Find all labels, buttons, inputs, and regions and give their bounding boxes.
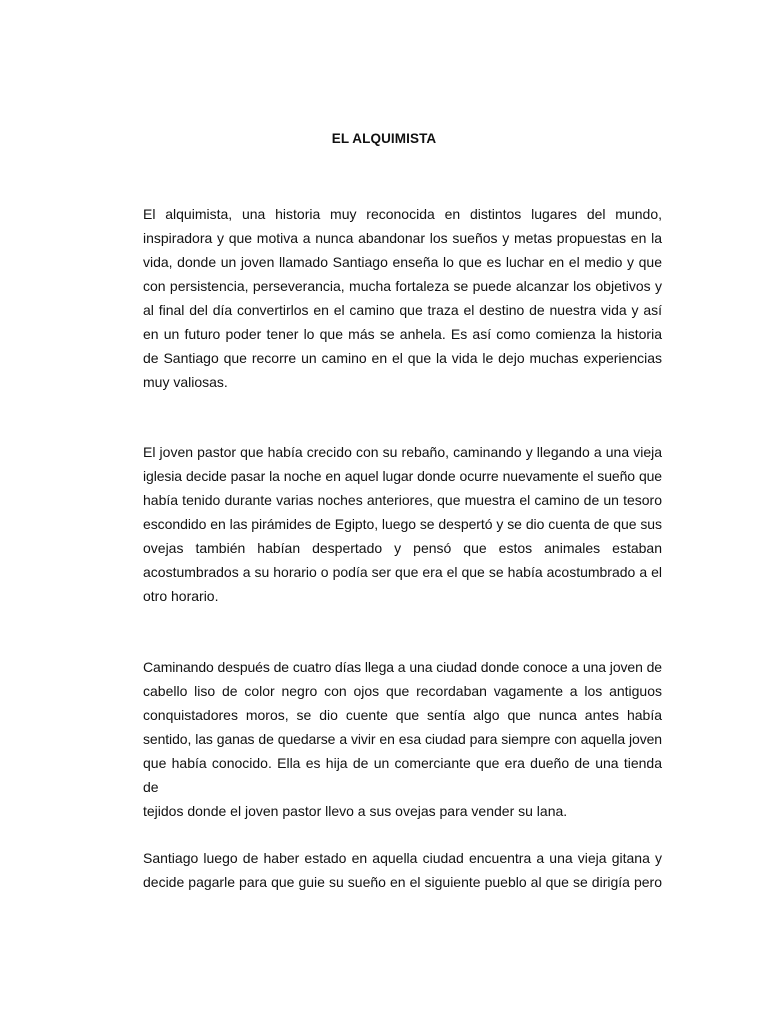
- text-line: El alquimista, una historia muy reconocida en distintos lugares del mundo,: [143, 206, 662, 222]
- paragraph-2: [143, 440, 662, 608]
- text-line: El joven pastor que había crecido con su rebaño, caminando y llegando a una vieja: [143, 444, 662, 460]
- text-line: de Santiago que recorre un camino en el que la vida le dejo muchas experiencias: [143, 350, 662, 366]
- text-line: escondido en las pirámides de Egipto, luego se despertó y se dio cuenta de que sus: [143, 516, 662, 532]
- text-line: decide pagarle para que guie su sueño en el siguiente pueblo al que se dirigía pero: [143, 874, 662, 890]
- text-line: conquistadores moros, se dio cuente que sentía algo que nunca antes había: [143, 707, 662, 723]
- text-line: sentido, las ganas de quedarse a vivir en esa ciudad para siempre con aquella joven: [143, 731, 662, 747]
- text-line: al final del día convertirlos en el camino que traza el destino de nuestra vida y así: [143, 302, 662, 318]
- text-line: Caminando después de cuatro días llega a una ciudad donde conoce a una joven de: [143, 659, 662, 675]
- text-line: con persistencia, perseverancia, mucha fortaleza se puede alcanzar los objetivos y: [143, 278, 662, 294]
- text-line: había tenido durante varias noches anteriores, que muestra el camino de un tesoro: [143, 492, 662, 508]
- paragraph-4: [143, 846, 662, 894]
- text-line: iglesia decide pasar la noche en aquel lugar donde ocurre nuevamente el sueño que: [143, 468, 662, 484]
- text-line: cabello liso de color negro con ojos que recordaban vagamente a los antiguos: [143, 683, 662, 699]
- text-line: tejidos donde el joven pastor llevo a sus ovejas para vender su lana.: [143, 803, 568, 819]
- text-line: muy valiosas.: [143, 374, 228, 390]
- text-line: Santiago luego de haber estado en aquella ciudad encuentra a una vieja gitana y: [143, 850, 662, 866]
- text-line: acostumbrados a su horario o podía ser que era el que se había acostumbrado a el: [143, 564, 662, 580]
- text-line: ovejas también habían despertado y pensó que estos animales estaban: [143, 540, 662, 556]
- document-title: EL ALQUIMISTA: [331, 131, 437, 146]
- text-line: en un futuro poder tener lo que más se anhela. Es así como comienza la historia: [143, 326, 662, 342]
- text-line: inspiradora y que motiva a nunca abandonar los sueños y metas propuestas en la: [143, 230, 662, 246]
- paragraph-3: [143, 655, 662, 823]
- text-line: otro horario.: [143, 588, 219, 604]
- paragraph-1: [143, 202, 662, 394]
- text-line: que había conocido. Ella es hija de un comerciante que era dueño de una tienda de: [143, 755, 662, 795]
- text-line: vida, donde un joven llamado Santiago enseña lo que es luchar en el medio y que: [143, 254, 662, 270]
